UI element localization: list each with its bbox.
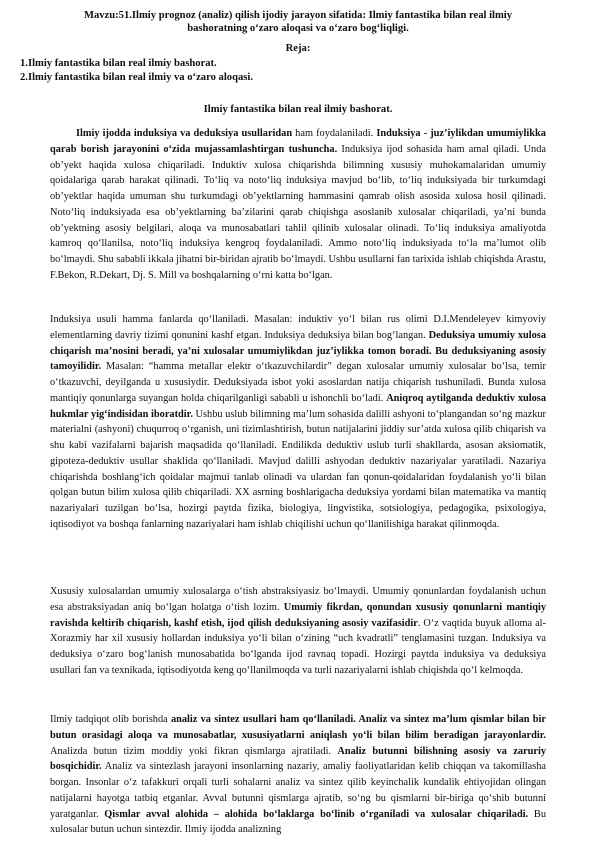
text-run: ham foydalaniladi. (292, 128, 377, 139)
bold-text-run: Ilmiy ijodda induksiya va deduksiya usullaridan (76, 128, 293, 139)
text-run: Analizda butun tizim moddiy yoki fikran qismlarga ajratiladi. (50, 745, 338, 757)
bold-text-run: Aniqroq aytilganda deduktiv xulosa hukmlar yig‘indisidan iboratdir. (50, 392, 546, 420)
document-title (34, 9, 562, 35)
bold-text-run: analiz va sintez usullari ham qo‘llaniladi. Analiz va sintez ma’lum qismlar bilan bir butun orasidagi aloqa va munosabatlar, xususiyatlarni aniqlash yo‘li bilan bilim beradigan jarayonlardir. (50, 714, 547, 741)
text-run: . O‘z vaqtida buyuk alloma al- Xorazmiy har xil xususiy hollardan induksiya yo‘li bilan o‘zining “uch kvadratli” tenglamasini tuzgan. Induksiya va deduksiya o‘zaro bog‘lanish munosabatida bo‘lganda ijod ravnaq topadi. Hozirgi paytda induksiya va deduksiya usullari fan va texnikada, iqtisodiyotda keng qo‘llanilmoqda va turli nazariyalarni ishlab chiqishda qo‘l kelmoqda. (50, 617, 546, 676)
text-run: Masalan: “hamma metallar elektr o‘tkazuvchilardir” degan xulosalar umumiy xulosalar bo‘lsa, temir o‘tkazuvchi, deyilganda u xususiydir. Deduksiyada isbot yoki asoslardan natija chiqarish tushuniladi. Bunda xulosa mantiqiy qonunlarga suyangan holda chiqarilganligi sababli u ishonchli bo‘ladi. (50, 361, 546, 404)
paragraph-2 (50, 312, 546, 533)
text-run: Bu xulosalar butun uchun sintezdir. Ilmiy ijodda analizning (50, 808, 546, 836)
plan-label: Reja: (285, 43, 311, 54)
bold-text-run: Umumiy fikrdan, qonundan xususiy qonunlarni mantiqiy ravishda keltirib chiqarish, kashf etish, ijod qilish deduksiyaning asosiy vazifasidir (50, 601, 546, 629)
text-run: Ilmiy tadqiqot olib borishda (50, 714, 171, 725)
bold-text-run: Analiz butunni bilishning asosiy va zaruriy bosqichidir. (50, 745, 547, 773)
section-title: Ilmiy fantastika bilan real ilmiy bashorat. (203, 104, 393, 115)
paragraph-1 (50, 126, 546, 284)
text-run: Ushbu uslub bilimning ma’lum sohasida dalilli ashyoni to‘plangandan so‘ng mazkur materialni (ashyoni) chuqurroq o‘rganish, uni tizimlashtirish, butun natijalarini jiddiy sur’atda xulosa qilib chiqarish va shu kabi vazifalarni bajarish maqsadida qo‘llaniladi. Endilikda deduktiv uslub turli shakllarda, asosan aksiomatik, gipoteza-deduktiv usullar shaklida qo‘llaniladi. Mavjud dalilli ashyodan deduktiv nazariyalar yaratiladi. Nazariya chiqarishda boshlang‘ich qoidalar majmui tanlab olinadi va ulardan fan qonun-qoidalaridan foydalanish yo‘li bilan qolgan butun bilim xulosa qilib chiqariladi. XX asrning boshlarigacha deduksiya yordami bilan matematika va mantiq nazariyalari tuzilgan bo‘lsa, hozirgi paytda fizika, biologiya, lingvistika, sotsiologiya, pedagogika, psixologiya, iqtisodiyot va boshqa fanlarning nazariyalari ham ishlab chiqilishi uchun qo‘llanilishiga harakat qilinmoqda. (50, 408, 546, 530)
text-run: Analiz va sintezlash jarayoni insonlarning nazariy, amaliy faoliyatlaridan kelib chiqqan va takomillasha borgan. Insonlar o‘z tafakkuri orqali turli sohalarni analiz va sintez qilib keyinchalik kundalik ehtiyojidan olingan natijalarni hayotga tatbiq etganlar. Avval butunni qismlarga ajratib, so‘ng bu qismlarni bir-biriga qo‘shib butunni yaratganlar. (50, 761, 546, 820)
plan-item-1: 1.Ilmiy fantastika bilan real ilmiy bashorat. (20, 58, 217, 69)
title-line-1: Mavzu:51.Ilmiy prognoz (analiz) qilish ijodiy jarayon sifatida: Ilmiy fantastika bilan real ilmiy (83, 10, 513, 21)
plan-item-2: 2.Ilmiy fantastika bilan real ilmiy va o‘zaro aloqasi. (20, 72, 253, 83)
text-run: Induksiya usuli hamma fanlarda qo‘llaniladi. Masalan: induktiv yo‘l bilan rus olimi D.I.Mendeleyev kimyoviy elementlarning davriy tizimi qonunini kashf etgan. Induksiya deduksiya bilan bog‘langan. (50, 314, 546, 341)
paragraph-4 (50, 712, 546, 838)
paragraph-3 (50, 584, 546, 679)
bold-text-run: Deduksiya umumiy xulosa chiqarish ma’nosini beradi, ya’ni xulosalar umumiylikdan juz’iylikka tomon boradi. Bu deduksiyaning asosiy tamoyilidir. (50, 329, 546, 373)
text-run: Induksiya ijod sohasida ham amal qiladi. Unda ob’yekt haqida xulosa chiqariladi. Induktiv xulosa chiqarishda bilimning xususiy muhokamalaridan umumiy qoidalariga qarab harakat qilinadi. To‘liq va noto‘liq induksiya mavjud bo‘lib, to‘liq induksiyada bir turkumdagi ob’yektlar haqida umuman shu turkumdagi ob’yektlarning hammasini qamrab olish asosida xulosa hosil qilinadi. Noto‘liq induksiyada esa ob’yektlarning ba’zilarini qarab chiqishga asoslanib xulosalar chiqariladi, ya’ni bunda ob’yektning asosiy belgilari, aloqa va munosabatlari tahlil qilinib xulosalar olinadi. To‘liq induksiya amaliyotda kamroq qo‘llanilsa, noto‘liq induksiya kengroq foydalaniladi. Ammo noto‘liq induksiyada to‘la ma’lumot olib bo‘lmaydi. Shu sababli ikkala jihatni bir-biridan ajratib bo‘lmaydi. Ushbu usullarni fan tarixida ishlab chiqishda Arastu, F.Bekon, R.Dekart, Dj. S. Mill va boshqalarning o‘rni katta bo‘lgan. (50, 143, 546, 281)
text-run: Xususiy xulosalardan umumiy xulosalarga o‘tish abstraksiyasiz bo‘lmaydi. Umumiy qonunlardan foydalanish uchun esa abstraksiyadan aniq bo‘lgan holatga o‘tish lozim. (50, 586, 546, 613)
bold-text-run: Induksiya - juz’iylikdan umumiylikka qarab borish jarayonini o‘zida mujassamlashtirgan tushuncha. (50, 128, 546, 155)
bold-text-run: Qismlar avval alohida – alohida bo‘laklarga bo‘linib o‘rganiladi va xulosalar chiqariladi. (104, 808, 529, 820)
title-line-2: bashoratning o‘zaro aloqasi va o‘zaro bog‘liqligi. (187, 23, 409, 35)
